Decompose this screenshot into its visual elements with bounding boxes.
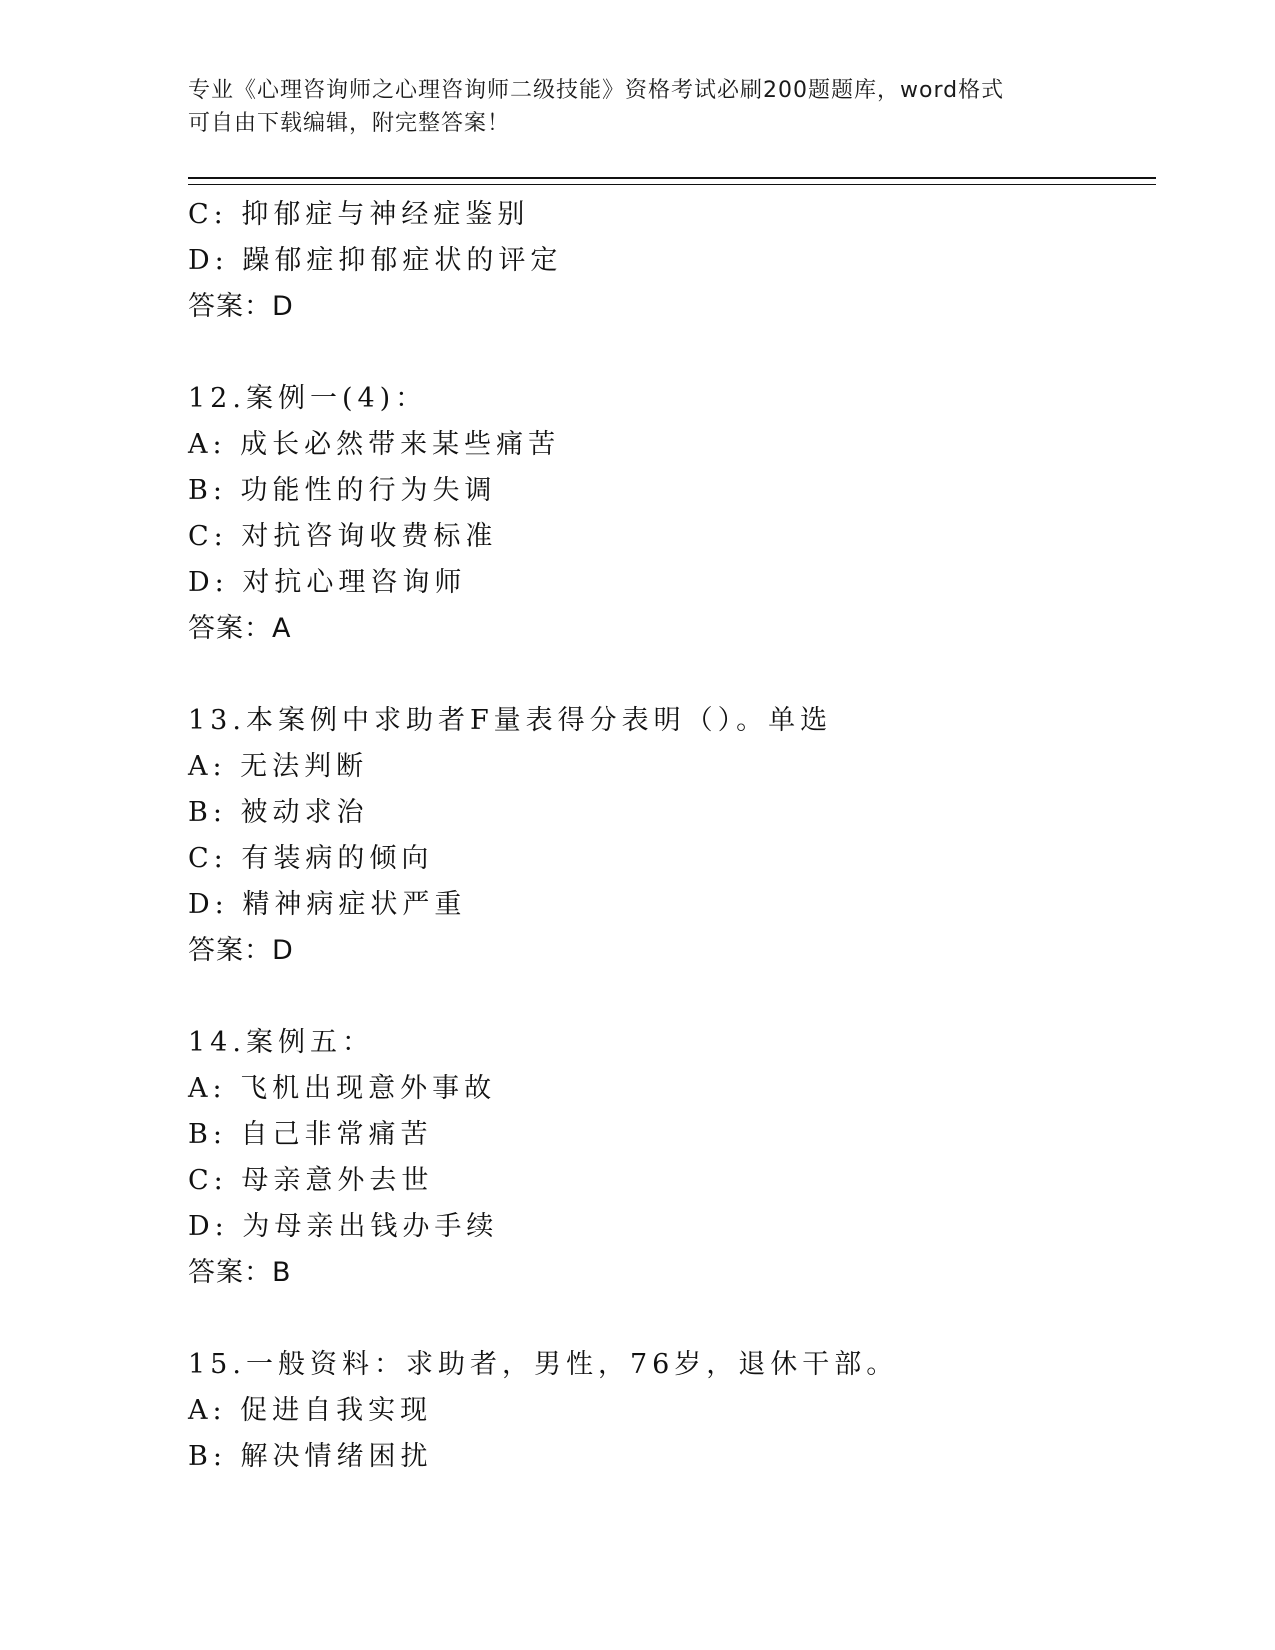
option-b: B: 被动求治 — [188, 797, 369, 828]
answer-line: 答案：D — [188, 935, 294, 966]
question-block — [188, 376, 1148, 652]
document-header — [188, 74, 1088, 140]
answer-line: 答案：D — [188, 291, 294, 322]
option-a: A: 飞机出现意外事故 — [188, 1073, 497, 1104]
question-block — [188, 1342, 1148, 1480]
option-c: C: 抑郁症与神经症鉴别 — [188, 199, 530, 230]
option-b: B: 自己非常痛苦 — [188, 1119, 433, 1150]
option-c: C: 对抗咨询收费标准 — [188, 521, 498, 552]
question-stem: 15.一般资料：求助者，男性，76岁，退休干部。 — [188, 1349, 899, 1380]
option-b: B: 解决情绪困扰 — [188, 1441, 433, 1472]
question-stem: 14.案例五： — [188, 1027, 374, 1058]
question-block — [188, 698, 1148, 974]
block-spacer — [188, 1296, 1148, 1342]
header-divider-thick — [188, 177, 1156, 179]
option-d: D: 对抗心理咨询师 — [188, 567, 467, 598]
option-d: D: 精神病症状严重 — [188, 889, 467, 920]
block-spacer — [188, 330, 1148, 376]
option-a: A: 促进自我实现 — [188, 1395, 433, 1426]
question-block — [188, 192, 1148, 330]
option-c: C: 母亲意外去世 — [188, 1165, 434, 1196]
answer-line: 答案：B — [188, 1257, 292, 1288]
question-stem: 12.案例一(4)： — [188, 383, 428, 414]
header-title-line-2: 可自由下载编辑，附完整答案！ — [188, 111, 511, 136]
question-block — [188, 1020, 1148, 1296]
block-spacer — [188, 974, 1148, 1020]
option-d: D: 躁郁症抑郁症状的评定 — [188, 245, 563, 276]
question-list — [188, 192, 1148, 1480]
answer-line: 答案：A — [188, 613, 292, 644]
block-spacer — [188, 652, 1148, 698]
header-title-line-1: 专业《心理咨询师之心理咨询师二级技能》资格考试必刷200题题库，word格式 — [188, 78, 1005, 103]
option-a: A: 无法判断 — [188, 751, 369, 782]
option-b: B: 功能性的行为失调 — [188, 475, 497, 506]
question-stem: 13.本案例中求助者F量表得分表明（）。单选 — [188, 705, 833, 736]
option-c: C: 有装病的倾向 — [188, 843, 434, 874]
option-a: A: 成长必然带来某些痛苦 — [188, 429, 561, 460]
header-divider-thin — [188, 184, 1156, 185]
option-d: D: 为母亲出钱办手续 — [188, 1211, 499, 1242]
